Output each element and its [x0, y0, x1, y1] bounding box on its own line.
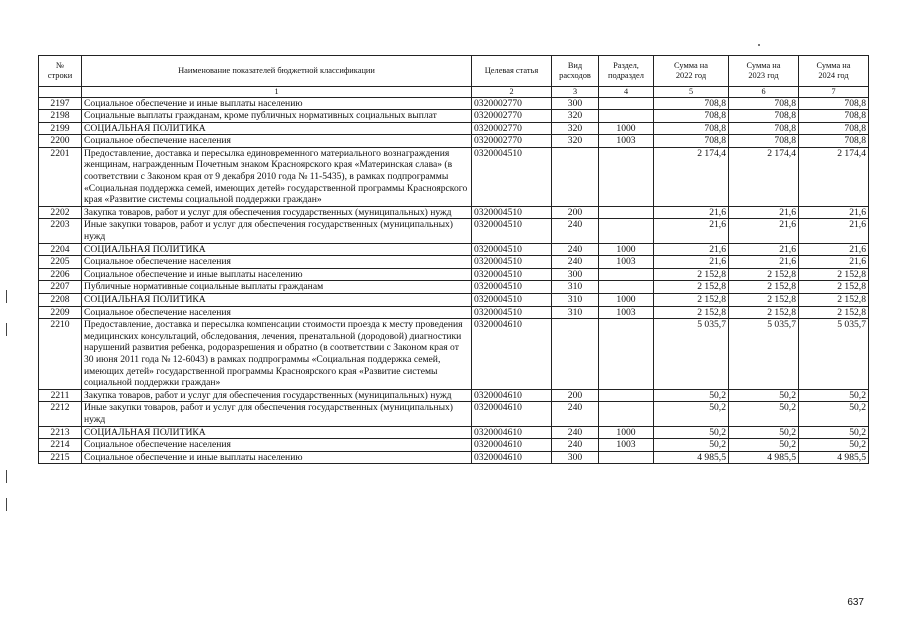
indicator-name: Иные закупки товаров, работ и услуг для обеспечения государственных (муниципальных) нужд: [82, 402, 472, 426]
expense-type: 300: [552, 97, 599, 110]
row-number: 2199: [39, 122, 82, 135]
target-article: 0320004510: [472, 219, 552, 243]
row-number: 2209: [39, 306, 82, 319]
indicator-name: Социальное обеспечение и иные выплаты населению: [82, 268, 472, 281]
indicator-name: Предоставление, доставка и пересылка единовременного материального вознаграждения женщинам, награжденным Почетным знаком Красноярского края «Материнская слава» (в соответствии с Законом края от 9 декабря 2010 года № 11-5435), в рамках подпрограммы «Социальная поддержка семей, имеющих детей» государственной программы Красноярского края «Развитие системы социальной поддержки граждан»: [82, 147, 472, 206]
target-article: 0320004610: [472, 389, 552, 402]
indicator-name: Социальное обеспечение и иные выплаты населению: [82, 97, 472, 110]
sum-2022: 708,8: [654, 97, 729, 110]
indicator-name: Предоставление, доставка и пересылка компенсации стоимости проезда к месту проведения медицинских консультаций, обследования, лечения, пренатальной (дородовой) диагностики нарушений развития ребенка, родоразрешения и обратно (в соответствии с Законом края от 30 июня 2011 года № 12-6043) в рамках подпрограммы «Социальная поддержка семей, имеющих детей» государственной программы Красноярского края «Развитие системы социальной поддержки граждан»: [82, 319, 472, 390]
expense-type: 240: [552, 243, 599, 256]
expense-type: [552, 147, 599, 206]
indicator-name: Иные закупки товаров, работ и услуг для обеспечения государственных (муниципальных) нужд: [82, 219, 472, 243]
expense-type: 200: [552, 206, 599, 219]
target-article: 0320004510: [472, 294, 552, 307]
sum-2023: 2 174,4: [729, 147, 799, 206]
margin-mark: [6, 498, 7, 511]
sum-2024: 2 152,8: [799, 281, 869, 294]
table-row: [39, 268, 869, 281]
sum-2024: 2 152,8: [799, 268, 869, 281]
row-number: 2208: [39, 294, 82, 307]
sum-2024: 21,6: [799, 206, 869, 219]
sum-2024: 2 174,4: [799, 147, 869, 206]
sum-2024: 708,8: [799, 97, 869, 110]
indicator-name: Социальное обеспечение населения: [82, 306, 472, 319]
sum-2022: 708,8: [654, 135, 729, 148]
header-section: [599, 56, 654, 87]
sum-2022: 50,2: [654, 426, 729, 439]
header-num: [39, 56, 82, 87]
sum-2024: 50,2: [799, 389, 869, 402]
section-subsection: [599, 268, 654, 281]
expense-type: 320: [552, 122, 599, 135]
header-num-line1: №: [56, 60, 64, 70]
row-number: 2210: [39, 319, 82, 390]
target-article: 0320004510: [472, 256, 552, 269]
margin-mark: [6, 290, 7, 303]
expense-type: 200: [552, 389, 599, 402]
expense-type: 310: [552, 306, 599, 319]
table-row: [39, 451, 869, 464]
indicator-name: СОЦИАЛЬНАЯ ПОЛИТИКА: [82, 294, 472, 307]
expense-type: 240: [552, 426, 599, 439]
indicator-name: СОЦИАЛЬНАЯ ПОЛИТИКА: [82, 243, 472, 256]
row-number: 2212: [39, 402, 82, 426]
row-number: 2201: [39, 147, 82, 206]
section-subsection: 1003: [599, 439, 654, 452]
target-article: 0320002770: [472, 122, 552, 135]
table-row: [39, 319, 869, 390]
sum-2022: 2 174,4: [654, 147, 729, 206]
margin-mark: [6, 323, 7, 336]
sum-2024: 4 985,5: [799, 451, 869, 464]
sum-2024: 708,8: [799, 110, 869, 123]
indicator-name: Социальное обеспечение населения: [82, 439, 472, 452]
expense-type: 240: [552, 219, 599, 243]
table-row: [39, 389, 869, 402]
section-subsection: 1000: [599, 426, 654, 439]
sum-2024: 21,6: [799, 256, 869, 269]
sum-2022: 21,6: [654, 243, 729, 256]
table-row: [39, 281, 869, 294]
section-subsection: 1003: [599, 256, 654, 269]
row-number: 2203: [39, 219, 82, 243]
sum-2024: 50,2: [799, 402, 869, 426]
expense-type: 300: [552, 451, 599, 464]
sum-2022: 2 152,8: [654, 281, 729, 294]
target-article: 0320002770: [472, 97, 552, 110]
table-row: [39, 306, 869, 319]
section-subsection: [599, 402, 654, 426]
header-expense-type-line2: расходов: [559, 71, 591, 80]
table-row: [39, 206, 869, 219]
sum-2023: 708,8: [729, 97, 799, 110]
table-row: [39, 294, 869, 307]
sum-2023: 2 152,8: [729, 268, 799, 281]
target-article: 0320004510: [472, 147, 552, 206]
sum-2023: 708,8: [729, 122, 799, 135]
sum-2023: 21,6: [729, 206, 799, 219]
target-article: 0320004610: [472, 402, 552, 426]
target-article: 0320004510: [472, 268, 552, 281]
table-row: [39, 147, 869, 206]
column-number-row: [39, 87, 869, 98]
section-subsection: [599, 319, 654, 390]
sum-2023: 4 985,5: [729, 451, 799, 464]
header-sum-2022: [654, 56, 729, 87]
sum-2022: 21,6: [654, 219, 729, 243]
header-expense-type: [552, 56, 599, 87]
table-row: [39, 243, 869, 256]
sum-2024: 5 035,7: [799, 319, 869, 390]
header-sum-2022-line1: Сумма на: [673, 60, 708, 70]
column-number: 4: [599, 87, 654, 98]
budget-table: [38, 55, 869, 464]
header-sum-2023: [729, 56, 799, 87]
section-subsection: [599, 110, 654, 123]
table-row: [39, 97, 869, 110]
row-number: 2206: [39, 268, 82, 281]
sum-2024: 50,2: [799, 439, 869, 452]
expense-type: 320: [552, 135, 599, 148]
target-article: 0320004510: [472, 206, 552, 219]
sum-2024: 50,2: [799, 426, 869, 439]
table-row: [39, 426, 869, 439]
section-subsection: 1003: [599, 306, 654, 319]
target-article: 0320004510: [472, 243, 552, 256]
target-article: 0320004610: [472, 439, 552, 452]
table-row: [39, 439, 869, 452]
sum-2024: 2 152,8: [799, 306, 869, 319]
sum-2024: 21,6: [799, 243, 869, 256]
header-sum-2023-line2: 2023 год: [748, 71, 779, 80]
sum-2023: 2 152,8: [729, 294, 799, 307]
table-row: [39, 402, 869, 426]
header-sum-2024: [799, 56, 869, 87]
section-subsection: [599, 206, 654, 219]
row-number: 2207: [39, 281, 82, 294]
expense-type: 320: [552, 110, 599, 123]
expense-type: 300: [552, 268, 599, 281]
column-number: 2: [472, 87, 552, 98]
row-number: 2198: [39, 110, 82, 123]
table-row: [39, 110, 869, 123]
expense-type: 240: [552, 256, 599, 269]
sum-2024: 2 152,8: [799, 294, 869, 307]
sum-2023: 50,2: [729, 426, 799, 439]
sum-2023: 5 035,7: [729, 319, 799, 390]
expense-type: 240: [552, 439, 599, 452]
sum-2024: 708,8: [799, 135, 869, 148]
indicator-name: Закупка товаров, работ и услуг для обеспечения государственных (муниципальных) нужд: [82, 389, 472, 402]
column-number: 1: [82, 87, 472, 98]
sum-2023: 21,6: [729, 219, 799, 243]
table-row: [39, 122, 869, 135]
section-subsection: 1000: [599, 243, 654, 256]
header-sum-2022-line2: 2022 год: [675, 71, 707, 80]
row-number: 2202: [39, 206, 82, 219]
target-article: 0320004610: [472, 451, 552, 464]
sum-2022: 2 152,8: [654, 306, 729, 319]
column-number: [39, 87, 82, 98]
section-subsection: 1003: [599, 135, 654, 148]
section-subsection: 1000: [599, 122, 654, 135]
sum-2022: 2 152,8: [654, 268, 729, 281]
table-row: [39, 219, 869, 243]
sum-2023: 21,6: [729, 243, 799, 256]
indicator-name: Закупка товаров, работ и услуг для обеспечения государственных (муниципальных) нужд: [82, 206, 472, 219]
section-subsection: [599, 219, 654, 243]
expense-type: 240: [552, 402, 599, 426]
section-subsection: [599, 389, 654, 402]
header-sum-2024-line2: 2024 год: [818, 71, 849, 80]
section-subsection: [599, 147, 654, 206]
target-article: 0320002770: [472, 110, 552, 123]
header-num-line2: строки: [47, 71, 73, 80]
target-article: 0320004610: [472, 426, 552, 439]
scan-dot: [758, 44, 760, 46]
row-number: 2205: [39, 256, 82, 269]
sum-2022: 50,2: [654, 439, 729, 452]
sum-2023: 2 152,8: [729, 306, 799, 319]
table-row: [39, 256, 869, 269]
expense-type: 310: [552, 294, 599, 307]
column-number: 7: [799, 87, 869, 98]
expense-type: 310: [552, 281, 599, 294]
row-number: 2197: [39, 97, 82, 110]
sum-2022: 21,6: [654, 256, 729, 269]
sum-2023: 21,6: [729, 256, 799, 269]
sum-2024: 21,6: [799, 219, 869, 243]
column-number: 3: [552, 87, 599, 98]
row-number: 2204: [39, 243, 82, 256]
column-number: 5: [654, 87, 729, 98]
row-number: 2200: [39, 135, 82, 148]
sum-2022: 50,2: [654, 389, 729, 402]
header-section-line1: Раздел,: [613, 60, 639, 70]
header-sum-2024-line1: Сумма на: [816, 60, 851, 70]
indicator-name: Социальные выплаты гражданам, кроме публичных нормативных социальных выплат: [82, 110, 472, 123]
indicator-name: Публичные нормативные социальные выплаты гражданам: [82, 281, 472, 294]
sum-2023: 708,8: [729, 110, 799, 123]
section-subsection: [599, 97, 654, 110]
header-name: Наименование показателей бюджетной классификации: [82, 56, 472, 87]
sum-2022: 50,2: [654, 402, 729, 426]
indicator-name: Социальное обеспечение населения: [82, 135, 472, 148]
sum-2023: 2 152,8: [729, 281, 799, 294]
row-number: 2214: [39, 439, 82, 452]
margin-mark: [6, 470, 7, 483]
table-row: [39, 135, 869, 148]
sum-2022: 5 035,7: [654, 319, 729, 390]
sum-2022: 21,6: [654, 206, 729, 219]
target-article: 0320004610: [472, 319, 552, 390]
header-section-line2: подраздел: [608, 71, 644, 80]
sum-2022: 4 985,5: [654, 451, 729, 464]
row-number: 2215: [39, 451, 82, 464]
sum-2022: 708,8: [654, 122, 729, 135]
section-subsection: [599, 281, 654, 294]
header-expense-type-line1: Вид: [567, 60, 583, 70]
row-number: 2211: [39, 389, 82, 402]
indicator-name: СОЦИАЛЬНАЯ ПОЛИТИКА: [82, 122, 472, 135]
sum-2023: 708,8: [729, 135, 799, 148]
sum-2022: 708,8: [654, 110, 729, 123]
target-article: 0320004510: [472, 281, 552, 294]
sum-2023: 50,2: [729, 402, 799, 426]
indicator-name: СОЦИАЛЬНАЯ ПОЛИТИКА: [82, 426, 472, 439]
column-number: 6: [729, 87, 799, 98]
indicator-name: Социальное обеспечение населения: [82, 256, 472, 269]
page-number: 637: [847, 597, 864, 608]
target-article: 0320002770: [472, 135, 552, 148]
target-article: 0320004510: [472, 306, 552, 319]
header-sum-2023-line1: Сумма на: [746, 60, 781, 70]
header-target-article: Целевая статья: [472, 56, 552, 87]
section-subsection: [599, 451, 654, 464]
section-subsection: 1000: [599, 294, 654, 307]
row-number: 2213: [39, 426, 82, 439]
sum-2023: 50,2: [729, 439, 799, 452]
sum-2024: 708,8: [799, 122, 869, 135]
sum-2022: 2 152,8: [654, 294, 729, 307]
expense-type: [552, 319, 599, 390]
header-row: [39, 56, 869, 87]
indicator-name: Социальное обеспечение и иные выплаты населению: [82, 451, 472, 464]
sum-2023: 50,2: [729, 389, 799, 402]
